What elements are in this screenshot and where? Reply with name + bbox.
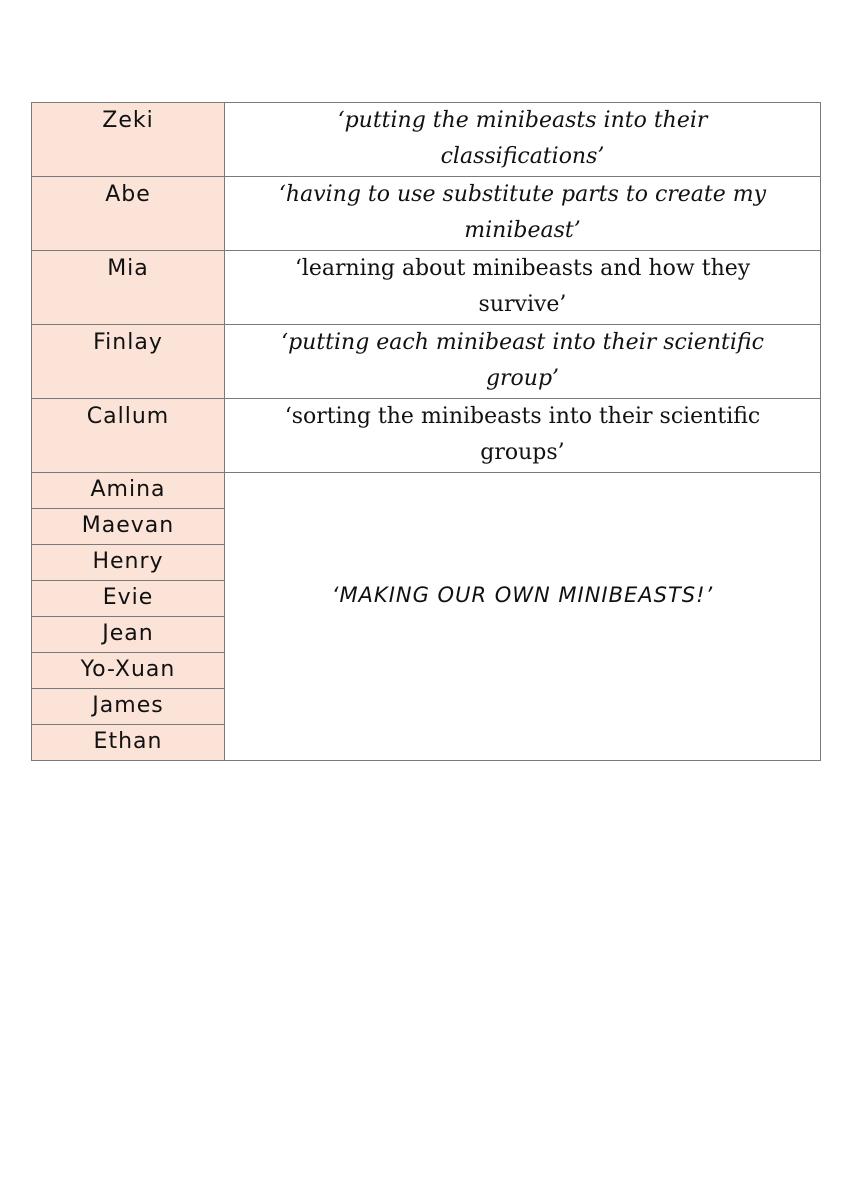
pupil-name: Callum	[32, 399, 225, 473]
pupil-quote: ‘putting the minibeasts into their classifications’	[225, 103, 821, 177]
feedback-table	[31, 102, 821, 761]
pupil-quote: ‘sorting the minibeasts into their scientific groups’	[225, 399, 821, 473]
pupil-name: Finlay	[32, 325, 225, 399]
pupil-name: Amina	[32, 473, 225, 509]
pupil-quote: ‘having to use substitute parts to create my minibeast’	[225, 177, 821, 251]
pupil-name: Abe	[32, 177, 225, 251]
table-row	[32, 251, 821, 325]
table-row	[32, 103, 821, 177]
pupil-quote: ‘putting each minibeast into their scientific group’	[225, 325, 821, 399]
pupil-quote: ‘learning about minibeasts and how they survive’	[225, 251, 821, 325]
group-quote: ‘MAKING OUR OWN MINIBEASTS!’	[225, 473, 821, 761]
table-row	[32, 325, 821, 399]
pupil-name: Evie	[32, 581, 225, 617]
table-row	[32, 399, 821, 473]
pupil-name: Maevan	[32, 509, 225, 545]
table-row	[32, 473, 821, 509]
pupil-name: Zeki	[32, 103, 225, 177]
pupil-name: Ethan	[32, 725, 225, 761]
pupil-name: Henry	[32, 545, 225, 581]
pupil-name: Yo-Xuan	[32, 653, 225, 689]
pupil-name: Mia	[32, 251, 225, 325]
pupil-name: James	[32, 689, 225, 725]
pupil-name: Jean	[32, 617, 225, 653]
table-row	[32, 177, 821, 251]
